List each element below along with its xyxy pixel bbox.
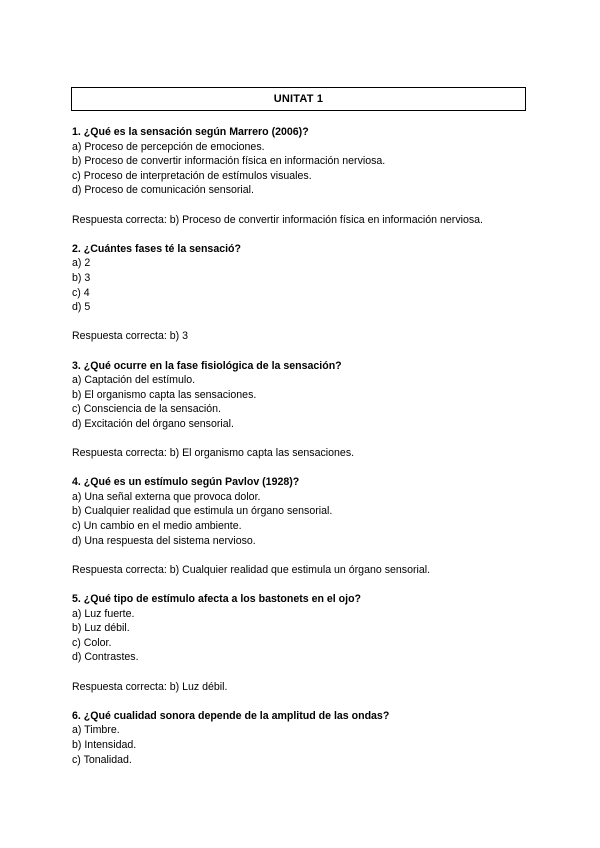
questions-list <box>72 125 542 767</box>
question-title: 5. ¿Qué tipo de estímulo afecta a los bastonets en el ojo? <box>72 593 362 605</box>
option-d: d) Proceso de comunicación sensorial. <box>72 184 254 197</box>
unit-title: UNITAT 1 <box>71 87 526 111</box>
option-a: a) Una señal externa que provoca dolor. <box>72 490 261 503</box>
correct-answer: Respuesta correcta: b) 3 <box>72 330 188 343</box>
option-c: c) 4 <box>72 286 90 299</box>
option-d: d) Una respuesta del sistema nervioso. <box>72 534 256 547</box>
correct-answer: Respuesta correcta: b) Luz débil. <box>72 680 228 693</box>
option-b: b) El organismo capta las sensaciones. <box>72 388 257 401</box>
correct-answer: Respuesta correcta: b) Proceso de convertir información física en información nerviosa. <box>72 213 483 226</box>
option-d: d) Excitación del órgano sensorial. <box>72 417 234 430</box>
question-title: 6. ¿Qué cualidad sonora depende de la amplitud de las ondas? <box>72 709 390 722</box>
question-1 <box>72 125 542 227</box>
option-b: b) 3 <box>72 271 91 284</box>
option-a: a) Proceso de percepción de emociones. <box>72 140 265 153</box>
question-title: 4. ¿Qué es un estímulo según Pavlov (1928)? <box>72 476 300 489</box>
option-a: a) 2 <box>72 257 91 270</box>
option-c: c) Tonalidad. <box>72 753 132 766</box>
option-b: b) Luz débil. <box>72 622 130 635</box>
question-title: 2. ¿Cuántes fases té la sensació? <box>72 242 241 255</box>
option-a: a) Captación del estímulo. <box>72 374 196 387</box>
correct-answer: Respuesta correcta: b) Cualquier realidad que estimula un órgano sensorial. <box>72 563 431 576</box>
option-a: a) Luz fuerte. <box>72 607 135 620</box>
question-title: 3. ¿Qué ocurre en la fase fisiológica de la sensación? <box>72 359 342 372</box>
option-a: a) Timbre. <box>72 724 120 737</box>
option-b: b) Intensidad. <box>72 738 137 751</box>
question-6 <box>72 709 542 767</box>
question-title: 1. ¿Qué es la sensación según Marrero (2006)? <box>72 126 309 138</box>
option-c: c) Proceso de interpretación de estímulos visuales. <box>72 169 312 182</box>
correct-answer: Respuesta correcta: b) El organismo capta las sensaciones. <box>72 447 355 460</box>
option-d: d) 5 <box>72 301 91 314</box>
question-4 <box>72 475 542 577</box>
question-2 <box>72 242 542 344</box>
option-c: c) Color. <box>72 636 112 649</box>
option-b: b) Proceso de convertir información física en información nerviosa. <box>72 155 386 168</box>
option-d: d) Contrastes. <box>72 651 139 664</box>
option-b: b) Cualquier realidad que estimula un órgano sensorial. <box>72 505 333 518</box>
question-5 <box>72 592 542 694</box>
option-c: c) Un cambio en el medio ambiente. <box>72 520 242 533</box>
option-c: c) Consciencia de la sensación. <box>72 403 221 416</box>
question-3 <box>72 359 542 461</box>
